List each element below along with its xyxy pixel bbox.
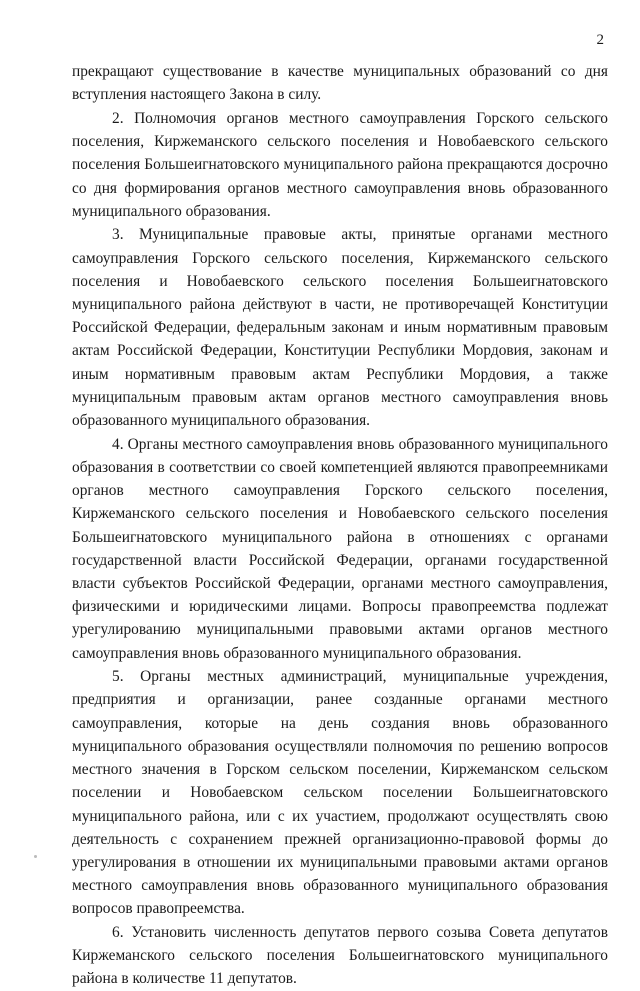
paragraph-item-4: 4. Органы местного самоуправления вновь образованного муниципального образования в соответствии со своей компетенцией являются правопреемниками органов местного самоуправления Горского сельского поселения, Киржеманского сельского поселения и Новобаевского сельского поселения Большеигнатовского муниципального района в отношениях с органами государственной власти Российской Федерации, органами государственной власти субъектов Российской Федерации, органами местного самоуправления, физическими и юридическими лицами. Вопросы правопреемства подлежат урегулированию муниципальными правовыми актами органов местного самоуправления вновь образованного муниципального образования. — [72, 435, 608, 662]
paragraph-item-6: 6. Установить численность депутатов первого созыва Совета депутатов Киржеманского сельского поселения Большеигнатовского муниципального района в количестве 11 депутатов. — [72, 924, 608, 988]
paragraph-item-5: 5. Органы местных администраций, муниципальные учреждения, предприятия и организации, ранее созданные органами местного самоуправления, которые на день создания вновь образованного муниципального образования осуществляли полномочия по решению вопросов местного значения в Горском сельском поселении, Киржеманском сельском поселении и Новобаевском сельском поселении Большеигнатовского муниципального района, или с их участием, продолжают осуществлять свою деятельность с сохранением прежней организационно-правовой формы до урегулирования в отношении их муниципальными правовыми актами органов местного самоуправления вновь образованного муниципального образования вопросов правопреемства. — [72, 668, 608, 918]
paragraph-item-2: 2. Полномочия органов местного самоуправления Горского сельского поселения, Киржеманского сельского поселения и Новобаевского сельского поселения Большеигнатовского муниципального района прекращаются досрочно со дня формирования органов местного самоуправления вновь образованного муниципального образования. — [72, 109, 608, 220]
scan-speck — [34, 855, 37, 858]
page-number: 2 — [596, 32, 604, 48]
document-body — [72, 60, 608, 991]
paragraph-continuation: прекращают существование в качестве муниципальных образований со дня вступления настоящего Закона в силу. — [72, 63, 608, 104]
paragraph-item-3: 3. Муниципальные правовые акты, принятые органами местного самоуправления Горского сельского поселения, Киржеманского сельского поселения и Новобаевского сельского поселения Большеигнатовского муниципального района действуют в части, не противоречащей Конституции Российской Федерации, федеральным законам и иным нормативным правовым актам Российской Федерации, Конституции Республики Мордовия, законам и иным нормативным правовым актам Республики Мордовия, а также муниципальным правовым актам органов местного самоуправления вновь образованного муниципального образования. — [72, 226, 608, 430]
